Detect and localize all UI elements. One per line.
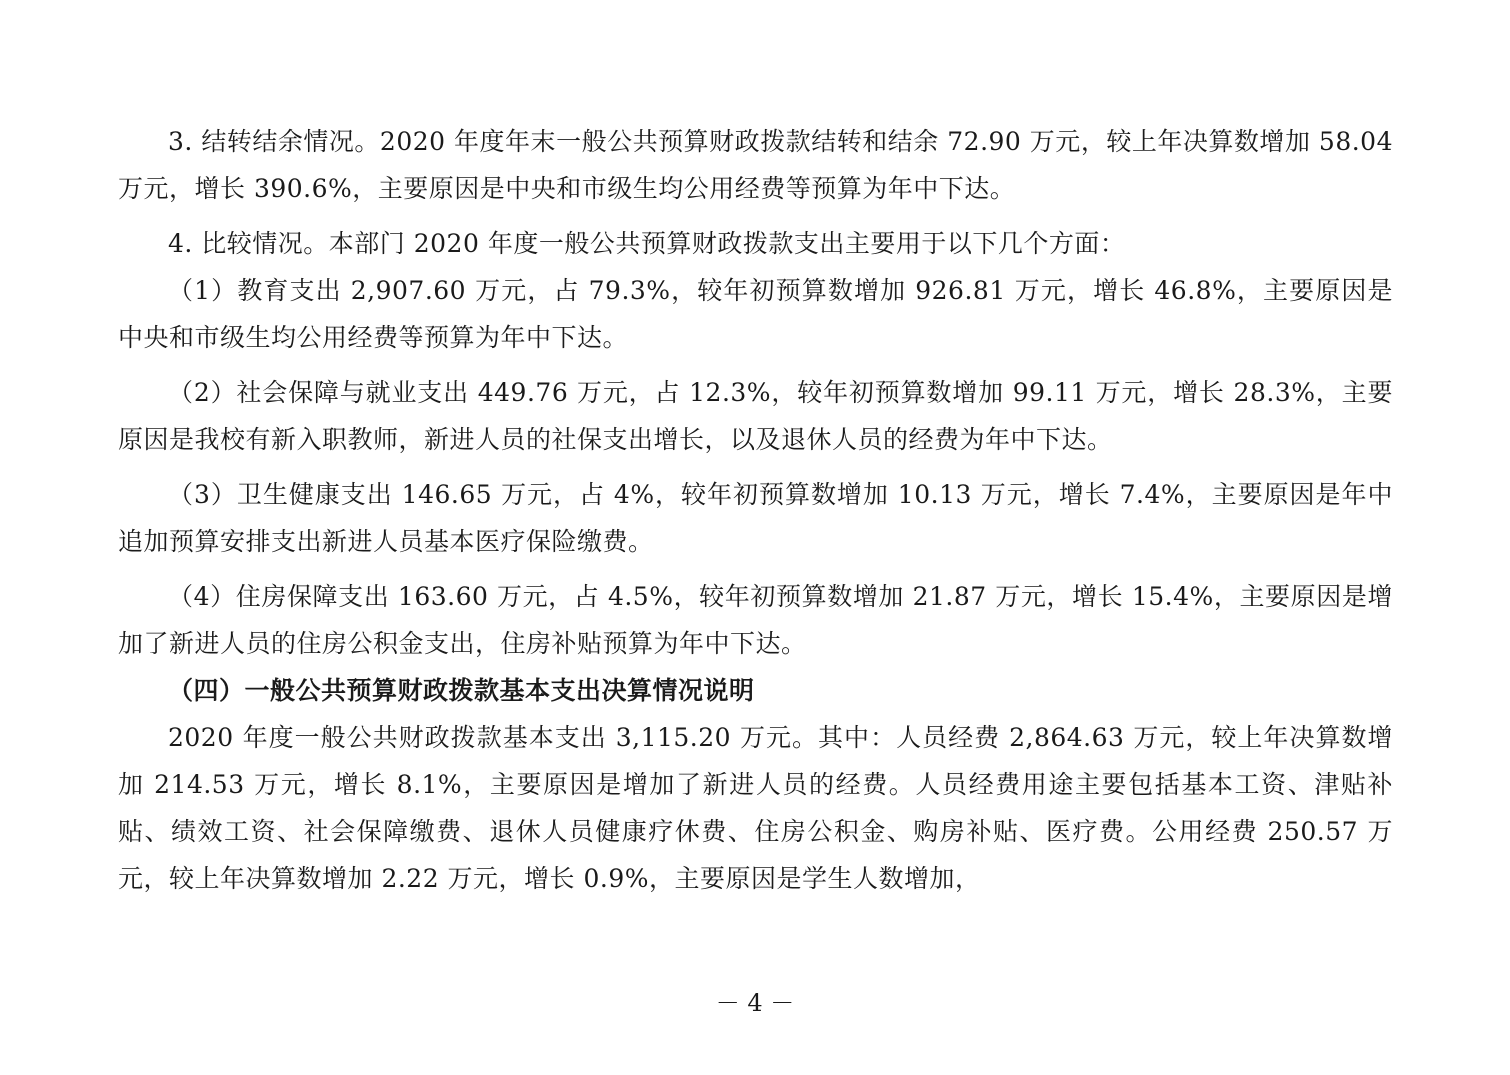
paragraph-education-expenditure: （1）教育支出 2,907.60 万元，占 79.3%，较年初预算数增加 926.81 万元，增长 46.8%，主要原因是中央和市级生均公用经费等预算为年中下达。 [118, 276, 1393, 352]
paragraph-social-security-expenditure: （2）社会保障与就业支出 449.76 万元，占 12.3%，较年初预算数增加 99.11 万元，增长 28.3%，主要原因是我校有新入职教师，新进人员的社保支出增长，以及退休人员的经费为年中下达。 [118, 378, 1393, 454]
paragraph-health-expenditure: （3）卫生健康支出 146.65 万元，占 4%，较年初预算数增加 10.13 万元，增长 7.4%，主要原因是年中追加预算安排支出新进人员基本医疗保险缴费。 [118, 480, 1393, 556]
page-number: － 4 － [715, 989, 795, 1017]
paragraph-comparison-intro: 4. 比较情况。本部门 2020 年度一般公共预算财政拨款支出主要用于以下几个方面： [168, 229, 1126, 258]
paragraph-basic-expenditure: 2020 年度一般公共财政拨款基本支出 3,115.20 万元。其中：人员经费 2,864.63 万元，较上年决算数增加 214.53 万元，增长 8.1%，主要原因是增加了新进人员的经费。人员经费用途主要包括基本工资、津贴补贴、绩效工资、社会保障缴费、退休人员健康疗休费、住房公积金、购房补贴、医疗费。公用经费 250.57 万元，较上年决算数增加 2.22 万元，增长 0.9%，主要原因是学生人数增加， [118, 723, 1393, 893]
paragraph-housing-expenditure: （4）住房保障支出 163.60 万元，占 4.5%，较年初预算数增加 21.87 万元，增长 15.4%，主要原因是增加了新进人员的住房公积金支出，住房补贴预算为年中下达。 [118, 582, 1393, 658]
section-heading: （四）一般公共预算财政拨款基本支出决算情况说明 [168, 676, 755, 705]
paragraph-carryover-balance: 3. 结转结余情况。2020 年度年末一般公共预算财政拨款结转和结余 72.90 万元，较上年决算数增加 58.04 万元，增长 390.6%，主要原因是中央和市级生均公用经费等预算为年中下达。 [118, 127, 1393, 203]
body-text [118, 118, 1393, 902]
